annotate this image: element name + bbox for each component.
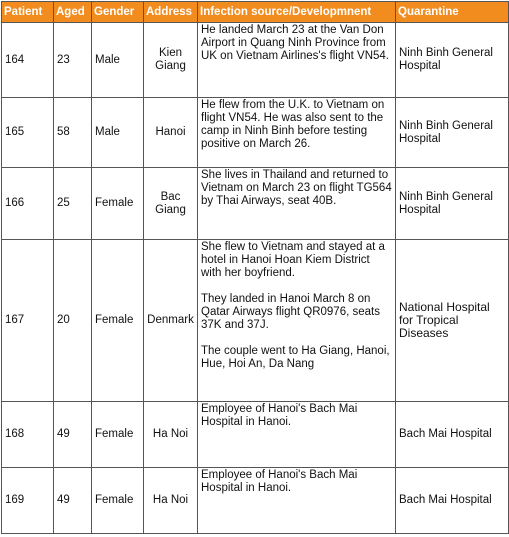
aged-cell: 23: [54, 23, 92, 98]
patient-cell: 165: [2, 98, 54, 168]
header-row: [2, 2, 509, 23]
column-header-gender: Gender: [92, 2, 144, 23]
infection-source-text: She lives in Thailand and returned to Vietnam on March 23 on flight TG564 by Thai Airways, seat 40B.: [201, 169, 392, 207]
patient-cell: 164: [2, 23, 54, 98]
quarantine-cell: Ninh Binh General Hospital: [396, 23, 509, 98]
infection-source-cell: [198, 98, 396, 168]
infection-source-cell: [198, 402, 396, 468]
patient-cell: 168: [2, 402, 54, 468]
gender-cell: Female: [92, 402, 144, 468]
table-row: [2, 23, 509, 98]
table-header: [2, 2, 509, 23]
infection-source-cell: [198, 240, 396, 402]
table-row: [2, 402, 509, 468]
aged-cell: 58: [54, 98, 92, 168]
infection-source-text: He flew from the U.K. to Vietnam on flight VN54. He was also sent to the camp in Ninh Binh before testing positive on March 26.: [201, 99, 385, 150]
column-header-aged: Aged: [54, 2, 92, 23]
quarantine-cell: National Hospital for Tropical Diseases: [396, 240, 509, 402]
patient-cell: 169: [2, 468, 54, 534]
address-cell: Kien Giang: [144, 23, 198, 98]
infection-source-text: Employee of Hanoi's Bach Mai Hospital in Hanoi.: [201, 469, 358, 494]
infection-source-text: The couple went to Ha Giang, Hanoi, Hue, Hoi An, Da Nang: [201, 345, 390, 370]
column-header-quarantine: Quarantine: [396, 2, 509, 23]
gender-cell: Male: [92, 98, 144, 168]
patient-cell: 166: [2, 168, 54, 240]
infection-source-cell: [198, 168, 396, 240]
infection-source-text: He landed March 23 at the Van Don Airport in Quang Ninh Province from UK on Vietnam Airlines's flight VN54.: [201, 24, 389, 62]
patient-table: [1, 1, 509, 534]
table-row: [2, 240, 509, 402]
table-body: [2, 23, 509, 534]
table-row: [2, 168, 509, 240]
aged-cell: 49: [54, 468, 92, 534]
aged-cell: 25: [54, 168, 92, 240]
infection-source-text: Employee of Hanoi's Bach Mai Hospital in Hanoi.: [201, 403, 358, 428]
infection-source-text: They landed in Hanoi March 8 on Qatar Airways flight QR0976, seats 37K and 37J.: [201, 293, 380, 331]
gender-cell: Female: [92, 468, 144, 534]
infection-source-cell: [198, 468, 396, 534]
quarantine-cell: Bach Mai Hospital: [396, 468, 509, 534]
address-cell: Ha Noi: [144, 402, 198, 468]
quarantine-cell: Ninh Binh General Hospital: [396, 98, 509, 168]
gender-cell: Female: [92, 240, 144, 402]
column-header-infection-source: Infection source/Developmnent: [198, 2, 396, 23]
infection-source-cell: [198, 23, 396, 98]
address-cell: Ha Noi: [144, 468, 198, 534]
address-cell: Bac Giang: [144, 168, 198, 240]
table-row: [2, 468, 509, 534]
quarantine-cell: Ninh Binh General Hospital: [396, 168, 509, 240]
gender-cell: Female: [92, 168, 144, 240]
column-header-patient: Patient: [2, 2, 54, 23]
address-cell: Hanoi: [144, 98, 198, 168]
gender-cell: Male: [92, 23, 144, 98]
patient-cell: 167: [2, 240, 54, 402]
infection-source-text: She flew to Vietnam and stayed at a hotel in Hanoi Hoan Kiem District with her boyfriend.: [201, 241, 385, 279]
table-row: [2, 98, 509, 168]
aged-cell: 49: [54, 402, 92, 468]
column-header-address: Address: [144, 2, 198, 23]
address-cell: Denmark: [144, 240, 198, 402]
aged-cell: 20: [54, 240, 92, 402]
quarantine-cell: Bach Mai Hospital: [396, 402, 509, 468]
